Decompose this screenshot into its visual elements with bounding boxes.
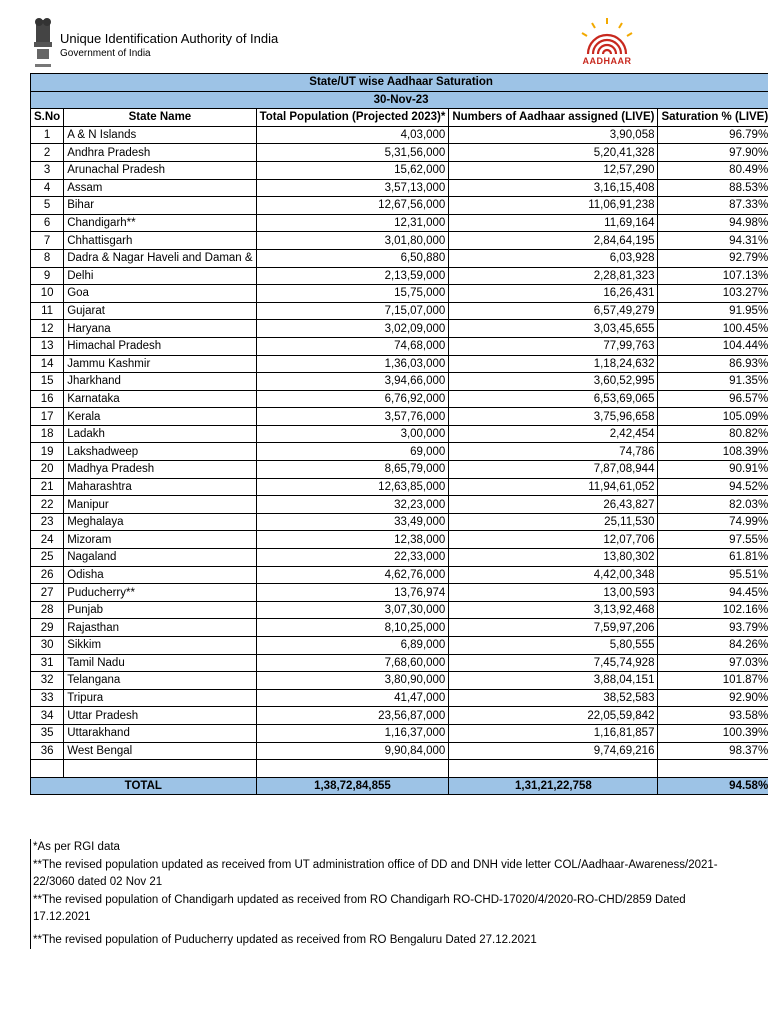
table-row (31, 232, 768, 250)
cell-aadhaar-count: 9,74,69,216 (449, 742, 658, 760)
table-row (31, 742, 768, 760)
cell-aadhaar-count: 3,88,04,151 (449, 672, 658, 690)
table-row (31, 461, 768, 479)
cell-state-name: Bihar (64, 197, 256, 215)
cell-aadhaar-count: 3,03,45,655 (449, 320, 658, 338)
cell-aadhaar-count: 2,42,454 (449, 425, 658, 443)
footnote-puducherry: **The revised population of Puducherry updated as received from RO Bengaluru Dated 27.12.2021 (33, 933, 537, 946)
column-header-aadhaar: Numbers of Aadhaar assigned (LIVE) (449, 109, 658, 127)
cell-saturation: 94.98% (658, 214, 768, 232)
cell-aadhaar-count: 2,28,81,323 (449, 267, 658, 285)
cell-state-name: Manipur (64, 496, 256, 514)
table-row (31, 267, 768, 285)
cell-state-name: Uttar Pradesh (64, 707, 256, 725)
cell-aadhaar-count: 74,786 (449, 443, 658, 461)
table-row (31, 601, 768, 619)
table-row (31, 425, 768, 443)
table-row (31, 337, 768, 355)
cell-sno: 20 (31, 461, 64, 479)
cell-sno: 32 (31, 672, 64, 690)
cell-population: 7,15,07,000 (256, 302, 449, 320)
table-row (31, 496, 768, 514)
cell-saturation: 90.91% (658, 461, 768, 479)
cell-sno: 21 (31, 478, 64, 496)
cell-aadhaar-count: 6,53,69,065 (449, 390, 658, 408)
cell-state-name: Mizoram (64, 531, 256, 549)
blank-cell (31, 760, 64, 778)
cell-state-name: Goa (64, 285, 256, 303)
cell-population: 3,57,13,000 (256, 179, 449, 197)
cell-state-name: Odisha (64, 566, 256, 584)
total-row (31, 777, 768, 795)
blank-cell (256, 760, 449, 778)
cell-state-name: Arunachal Pradesh (64, 161, 256, 179)
cell-saturation: 82.03% (658, 496, 768, 514)
table-row (31, 285, 768, 303)
cell-population: 4,03,000 (256, 126, 449, 144)
cell-saturation: 96.79% (658, 126, 768, 144)
cell-state-name: Rajasthan (64, 619, 256, 637)
cell-aadhaar-count: 7,87,08,944 (449, 461, 658, 479)
blank-cell (449, 760, 658, 778)
cell-aadhaar-count: 12,57,290 (449, 161, 658, 179)
cell-population: 15,62,000 (256, 161, 449, 179)
cell-saturation: 91.95% (658, 302, 768, 320)
cell-saturation: 102.16% (658, 601, 768, 619)
table-row (31, 549, 768, 567)
cell-population: 6,76,92,000 (256, 390, 449, 408)
cell-sno: 4 (31, 179, 64, 197)
cell-population: 3,02,09,000 (256, 320, 449, 338)
table-row (31, 179, 768, 197)
cell-population: 8,10,25,000 (256, 619, 449, 637)
cell-sno: 17 (31, 408, 64, 426)
table-row (31, 584, 768, 602)
table-row (31, 707, 768, 725)
table-row (31, 161, 768, 179)
cell-sno: 2 (31, 144, 64, 162)
national-emblem-icon (32, 16, 54, 72)
table-row (31, 513, 768, 531)
cell-population: 4,62,76,000 (256, 566, 449, 584)
cell-sno: 28 (31, 601, 64, 619)
cell-sno: 1 (31, 126, 64, 144)
table-row (31, 249, 768, 267)
table-row (31, 478, 768, 496)
footnote-rgi: *As per RGI data (33, 841, 120, 853)
cell-aadhaar-count: 22,05,59,842 (449, 707, 658, 725)
cell-saturation: 80.82% (658, 425, 768, 443)
footnote-chandigarh: **The revised population of Chandigarh updated as received from RO Chandigarh RO-CHD-17020/4/2020-RO-CHD/2859 Dated 17.12.2021 (33, 893, 686, 923)
cell-saturation: 87.33% (658, 197, 768, 215)
cell-state-name: Gujarat (64, 302, 256, 320)
cell-state-name: Sikkim (64, 637, 256, 655)
cell-saturation: 92.79% (658, 249, 768, 267)
cell-aadhaar-count: 7,59,97,206 (449, 619, 658, 637)
cell-sno: 19 (31, 443, 64, 461)
cell-state-name: Delhi (64, 267, 256, 285)
cell-population: 5,31,56,000 (256, 144, 449, 162)
table-row (31, 302, 768, 320)
cell-aadhaar-count: 5,80,555 (449, 637, 658, 655)
aadhaar-logo-text: AADHAAR (582, 56, 632, 66)
cell-saturation: 97.55% (658, 531, 768, 549)
total-population: 1,38,72,84,855 (256, 777, 449, 795)
table-row (31, 672, 768, 690)
cell-state-name: Tripura (64, 689, 256, 707)
cell-aadhaar-count: 3,75,96,658 (449, 408, 658, 426)
cell-aadhaar-count: 6,57,49,279 (449, 302, 658, 320)
cell-saturation: 101.87% (658, 672, 768, 690)
cell-state-name: Ladakh (64, 425, 256, 443)
cell-population: 41,47,000 (256, 689, 449, 707)
cell-saturation: 61.81% (658, 549, 768, 567)
cell-sno: 27 (31, 584, 64, 602)
cell-sno: 9 (31, 267, 64, 285)
cell-aadhaar-count: 13,80,302 (449, 549, 658, 567)
cell-aadhaar-count: 11,06,91,238 (449, 197, 658, 215)
cell-aadhaar-count: 25,11,530 (449, 513, 658, 531)
cell-sno: 22 (31, 496, 64, 514)
cell-state-name: Karnataka (64, 390, 256, 408)
cell-population: 13,76,974 (256, 584, 449, 602)
cell-population: 3,57,76,000 (256, 408, 449, 426)
cell-population: 15,75,000 (256, 285, 449, 303)
cell-saturation: 80.49% (658, 161, 768, 179)
cell-aadhaar-count: 3,16,15,408 (449, 179, 658, 197)
cell-population: 69,000 (256, 443, 449, 461)
table-row (31, 566, 768, 584)
fingerprint-sun-icon (574, 16, 640, 58)
cell-population: 12,38,000 (256, 531, 449, 549)
table-date: 30-Nov-23 (31, 91, 768, 109)
cell-saturation: 94.45% (658, 584, 768, 602)
cell-sno: 13 (31, 337, 64, 355)
blank-cell (658, 760, 768, 778)
cell-saturation: 93.79% (658, 619, 768, 637)
table-title-row (31, 74, 768, 92)
table-row (31, 373, 768, 391)
cell-saturation: 100.39% (658, 724, 768, 742)
cell-population: 3,07,30,000 (256, 601, 449, 619)
cell-population: 22,33,000 (256, 549, 449, 567)
cell-state-name: Telangana (64, 672, 256, 690)
cell-aadhaar-count: 4,42,00,348 (449, 566, 658, 584)
cell-state-name: Himachal Pradesh (64, 337, 256, 355)
cell-aadhaar-count: 12,07,706 (449, 531, 658, 549)
cell-saturation: 104.44% (658, 337, 768, 355)
cell-sno: 5 (31, 197, 64, 215)
cell-sno: 10 (31, 285, 64, 303)
cell-sno: 6 (31, 214, 64, 232)
cell-population: 12,63,85,000 (256, 478, 449, 496)
cell-sno: 34 (31, 707, 64, 725)
cell-state-name: Lakshadweep (64, 443, 256, 461)
cell-state-name: Maharashtra (64, 478, 256, 496)
aadhaar-logo (574, 16, 640, 68)
cell-sno: 33 (31, 689, 64, 707)
cell-population: 3,01,80,000 (256, 232, 449, 250)
cell-saturation: 94.31% (658, 232, 768, 250)
cell-sno: 16 (31, 390, 64, 408)
cell-state-name: Chhattisgarh (64, 232, 256, 250)
cell-sno: 25 (31, 549, 64, 567)
cell-population: 12,31,000 (256, 214, 449, 232)
cell-saturation: 96.57% (658, 390, 768, 408)
cell-sno: 36 (31, 742, 64, 760)
cell-aadhaar-count: 11,69,164 (449, 214, 658, 232)
total-aadhaar: 1,31,21,22,758 (449, 777, 658, 795)
blank-row (31, 760, 768, 778)
cell-state-name: Andhra Pradesh (64, 144, 256, 162)
cell-state-name: Jharkhand (64, 373, 256, 391)
cell-population: 12,67,56,000 (256, 197, 449, 215)
cell-population: 1,16,37,000 (256, 724, 449, 742)
table-date-row (31, 91, 768, 109)
cell-aadhaar-count: 3,13,92,468 (449, 601, 658, 619)
table-row (31, 654, 768, 672)
table-row (31, 408, 768, 426)
cell-population: 6,89,000 (256, 637, 449, 655)
cell-state-name: A & N Islands (64, 126, 256, 144)
cell-state-name: Haryana (64, 320, 256, 338)
footnote-dnh: **The revised population updated as received from UT administration office of DD and DNH vide letter COL/Aadhaar-Awareness/2021-22/3060 dated 02 Nov 21 (33, 858, 718, 888)
cell-saturation: 107.13% (658, 267, 768, 285)
table-row (31, 144, 768, 162)
cell-sno: 26 (31, 566, 64, 584)
table-row (31, 689, 768, 707)
table-row (31, 390, 768, 408)
cell-state-name: Assam (64, 179, 256, 197)
blank-cell (64, 760, 256, 778)
cell-sno: 35 (31, 724, 64, 742)
column-header-sno: S.No (31, 109, 64, 127)
column-header-population: Total Population (Projected 2023)* (256, 109, 449, 127)
cell-saturation: 97.90% (658, 144, 768, 162)
cell-saturation: 95.51% (658, 566, 768, 584)
cell-saturation: 86.93% (658, 355, 768, 373)
table-row (31, 531, 768, 549)
cell-population: 74,68,000 (256, 337, 449, 355)
cell-aadhaar-count: 1,16,81,857 (449, 724, 658, 742)
cell-population: 32,23,000 (256, 496, 449, 514)
table-row (31, 214, 768, 232)
cell-state-name: Kerala (64, 408, 256, 426)
column-header-row (31, 109, 768, 127)
cell-saturation: 98.37% (658, 742, 768, 760)
cell-state-name: Jammu Kashmir (64, 355, 256, 373)
cell-state-name: Chandigarh** (64, 214, 256, 232)
cell-saturation: 97.03% (658, 654, 768, 672)
cell-sno: 31 (31, 654, 64, 672)
cell-sno: 18 (31, 425, 64, 443)
cell-aadhaar-count: 16,26,431 (449, 285, 658, 303)
cell-sno: 24 (31, 531, 64, 549)
total-label: TOTAL (31, 777, 257, 795)
cell-sno: 14 (31, 355, 64, 373)
cell-sno: 15 (31, 373, 64, 391)
cell-state-name: Dadra & Nagar Haveli and Daman & (64, 249, 256, 267)
cell-sno: 29 (31, 619, 64, 637)
table-row (31, 126, 768, 144)
cell-sno: 3 (31, 161, 64, 179)
cell-state-name: Puducherry** (64, 584, 256, 602)
table-row (31, 197, 768, 215)
cell-population: 8,65,79,000 (256, 461, 449, 479)
cell-saturation: 84.26% (658, 637, 768, 655)
cell-saturation: 88.53% (658, 179, 768, 197)
table-row (31, 619, 768, 637)
table-title: State/UT wise Aadhaar Saturation (31, 74, 768, 92)
total-saturation: 94.58% (658, 777, 768, 795)
cell-population: 1,36,03,000 (256, 355, 449, 373)
cell-population: 3,00,000 (256, 425, 449, 443)
table-row (31, 724, 768, 742)
cell-aadhaar-count: 2,84,64,195 (449, 232, 658, 250)
cell-state-name: Meghalaya (64, 513, 256, 531)
cell-aadhaar-count: 3,60,52,995 (449, 373, 658, 391)
cell-population: 3,80,90,000 (256, 672, 449, 690)
cell-population: 9,90,84,000 (256, 742, 449, 760)
cell-aadhaar-count: 26,43,827 (449, 496, 658, 514)
cell-sno: 11 (31, 302, 64, 320)
cell-aadhaar-count: 3,90,058 (449, 126, 658, 144)
cell-saturation: 93.58% (658, 707, 768, 725)
cell-state-name: Tamil Nadu (64, 654, 256, 672)
table-row (31, 443, 768, 461)
cell-aadhaar-count: 38,52,583 (449, 689, 658, 707)
cell-population: 2,13,59,000 (256, 267, 449, 285)
cell-population: 23,56,87,000 (256, 707, 449, 725)
table-row (31, 320, 768, 338)
cell-state-name: Madhya Pradesh (64, 461, 256, 479)
cell-aadhaar-count: 77,99,763 (449, 337, 658, 355)
cell-saturation: 91.35% (658, 373, 768, 391)
column-header-state: State Name (64, 109, 256, 127)
cell-saturation: 92.90% (658, 689, 768, 707)
cell-population: 7,68,60,000 (256, 654, 449, 672)
cell-aadhaar-count: 7,45,74,928 (449, 654, 658, 672)
cell-saturation: 105.09% (658, 408, 768, 426)
table-row (31, 637, 768, 655)
cell-aadhaar-count: 5,20,41,328 (449, 144, 658, 162)
cell-state-name: Uttarakhand (64, 724, 256, 742)
cell-aadhaar-count: 11,94,61,052 (449, 478, 658, 496)
page-header (0, 0, 768, 72)
cell-sno: 30 (31, 637, 64, 655)
cell-population: 3,94,66,000 (256, 373, 449, 391)
cell-saturation: 100.45% (658, 320, 768, 338)
cell-sno: 8 (31, 249, 64, 267)
cell-sno: 7 (31, 232, 64, 250)
cell-state-name: Nagaland (64, 549, 256, 567)
cell-population: 6,50,880 (256, 249, 449, 267)
cell-aadhaar-count: 1,18,24,632 (449, 355, 658, 373)
org-title: Unique Identification Authority of India (60, 31, 279, 46)
cell-saturation: 94.52% (658, 478, 768, 496)
cell-saturation: 103.27% (658, 285, 768, 303)
cell-saturation: 74.99% (658, 513, 768, 531)
government-label: Government of India (60, 48, 151, 59)
footnotes (30, 839, 733, 949)
cell-state-name: Punjab (64, 601, 256, 619)
column-header-saturation: Saturation % (LIVE) (658, 109, 768, 127)
cell-population: 33,49,000 (256, 513, 449, 531)
cell-sno: 12 (31, 320, 64, 338)
saturation-table (30, 73, 768, 795)
cell-saturation: 108.39% (658, 443, 768, 461)
cell-state-name: West Bengal (64, 742, 256, 760)
cell-sno: 23 (31, 513, 64, 531)
cell-aadhaar-count: 6,03,928 (449, 249, 658, 267)
organization-name (60, 31, 278, 60)
cell-aadhaar-count: 13,00,593 (449, 584, 658, 602)
table-row (31, 355, 768, 373)
